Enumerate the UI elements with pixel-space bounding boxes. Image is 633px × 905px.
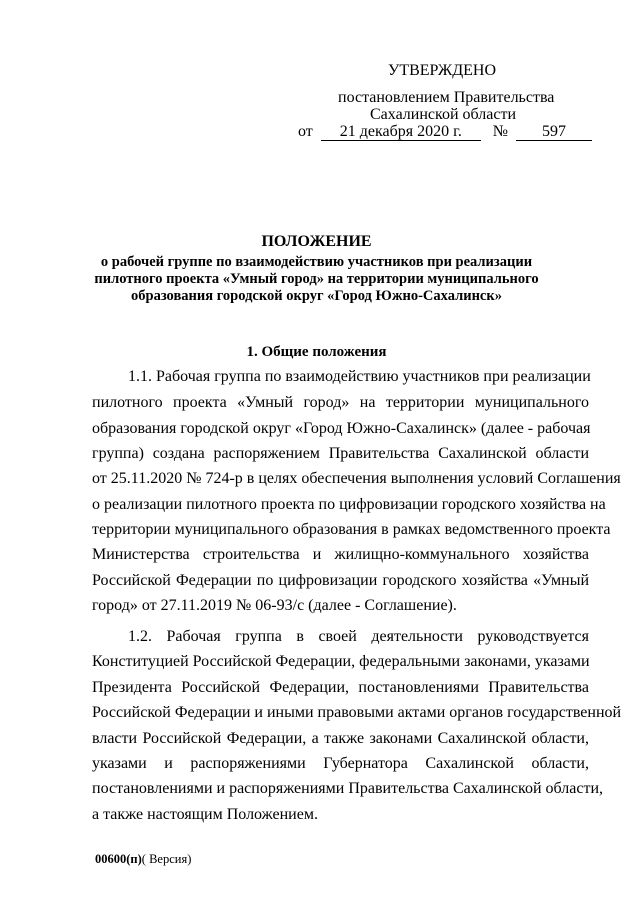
paragraph-line: группа) создана распоряжением Правительства Сахалинской области <box>92 445 589 462</box>
paragraph-line: 1.2. Рабочая группа в своей деятельности руководствуется <box>128 628 589 645</box>
paragraph-line: территории муниципального образования в рамках ведомственного проекта <box>92 521 611 538</box>
section-heading: 1. Общие положения <box>246 344 387 360</box>
approval-number: 597 <box>516 123 592 141</box>
paragraph-line: от 25.11.2020 № 724-р в целях обеспечения выполнения условий Соглашения <box>92 470 621 487</box>
approved-label: УТВЕРЖДЕНО <box>388 62 497 79</box>
paragraph-line: о реализации пилотного проекта по цифровизации городского хозяйства на <box>92 496 606 513</box>
number-sign: № <box>492 123 509 140</box>
paragraph-line: постановлениями и распоряжениями Правительства Сахалинской области, <box>92 780 604 797</box>
paragraph-line: город» от 27.11.2019 № 06-93/с (далее - Соглашение). <box>92 597 457 614</box>
paragraph-line: Российской Федерации и иными правовыми актами органов государственной <box>92 704 622 721</box>
document-subtitle-line-1: о рабочей группе по взаимодействию участников при реализации <box>100 254 533 270</box>
document-code: 00600(п) <box>95 852 142 866</box>
paragraph-line: образования городской округ «Город Южно-Сахалинск» (далее - рабочая <box>92 420 591 437</box>
approval-line-1: постановлением Правительства <box>338 89 555 106</box>
paragraph-line: Конституцией Российской Федерации, федеральными законами, указами <box>92 653 590 670</box>
document-title: ПОЛОЖЕНИЕ <box>261 233 372 250</box>
document-subtitle-line-2: пилотного проекта «Умный город» на территории муниципального <box>94 271 539 287</box>
paragraph-line: власти Российской Федерации, а также законами Сахалинской области, <box>92 730 589 747</box>
paragraph-line: 1.1. Рабочая группа по взаимодействию участников при реализации <box>128 368 591 385</box>
paragraph-line: пилотного проекта «Умный город» на территории муниципального <box>92 394 589 411</box>
document-version: ( Версия) <box>141 852 192 866</box>
from-label: от <box>298 123 313 140</box>
document-footer <box>95 852 191 867</box>
paragraph-line: Президента Российской Федерации, постановлениями Правительства <box>92 679 589 696</box>
paragraph-line: указами и распоряжениями Губернатора Сахалинской области, <box>92 755 589 772</box>
paragraph-line: Министерства строительства и жилищно-коммунального хозяйства <box>92 546 589 563</box>
approval-date-row <box>298 123 592 141</box>
paragraph-line: Российской Федерации по цифровизации городского хозяйства «Умный <box>92 572 589 589</box>
approval-date: 21 декабря 2020 г. <box>321 123 481 141</box>
document-subtitle-line-3: образования городской округ «Город Южно-Сахалинск» <box>131 288 502 304</box>
approval-line-2: Сахалинской области <box>370 106 517 123</box>
paragraph-line: а также настоящим Положением. <box>92 806 318 823</box>
